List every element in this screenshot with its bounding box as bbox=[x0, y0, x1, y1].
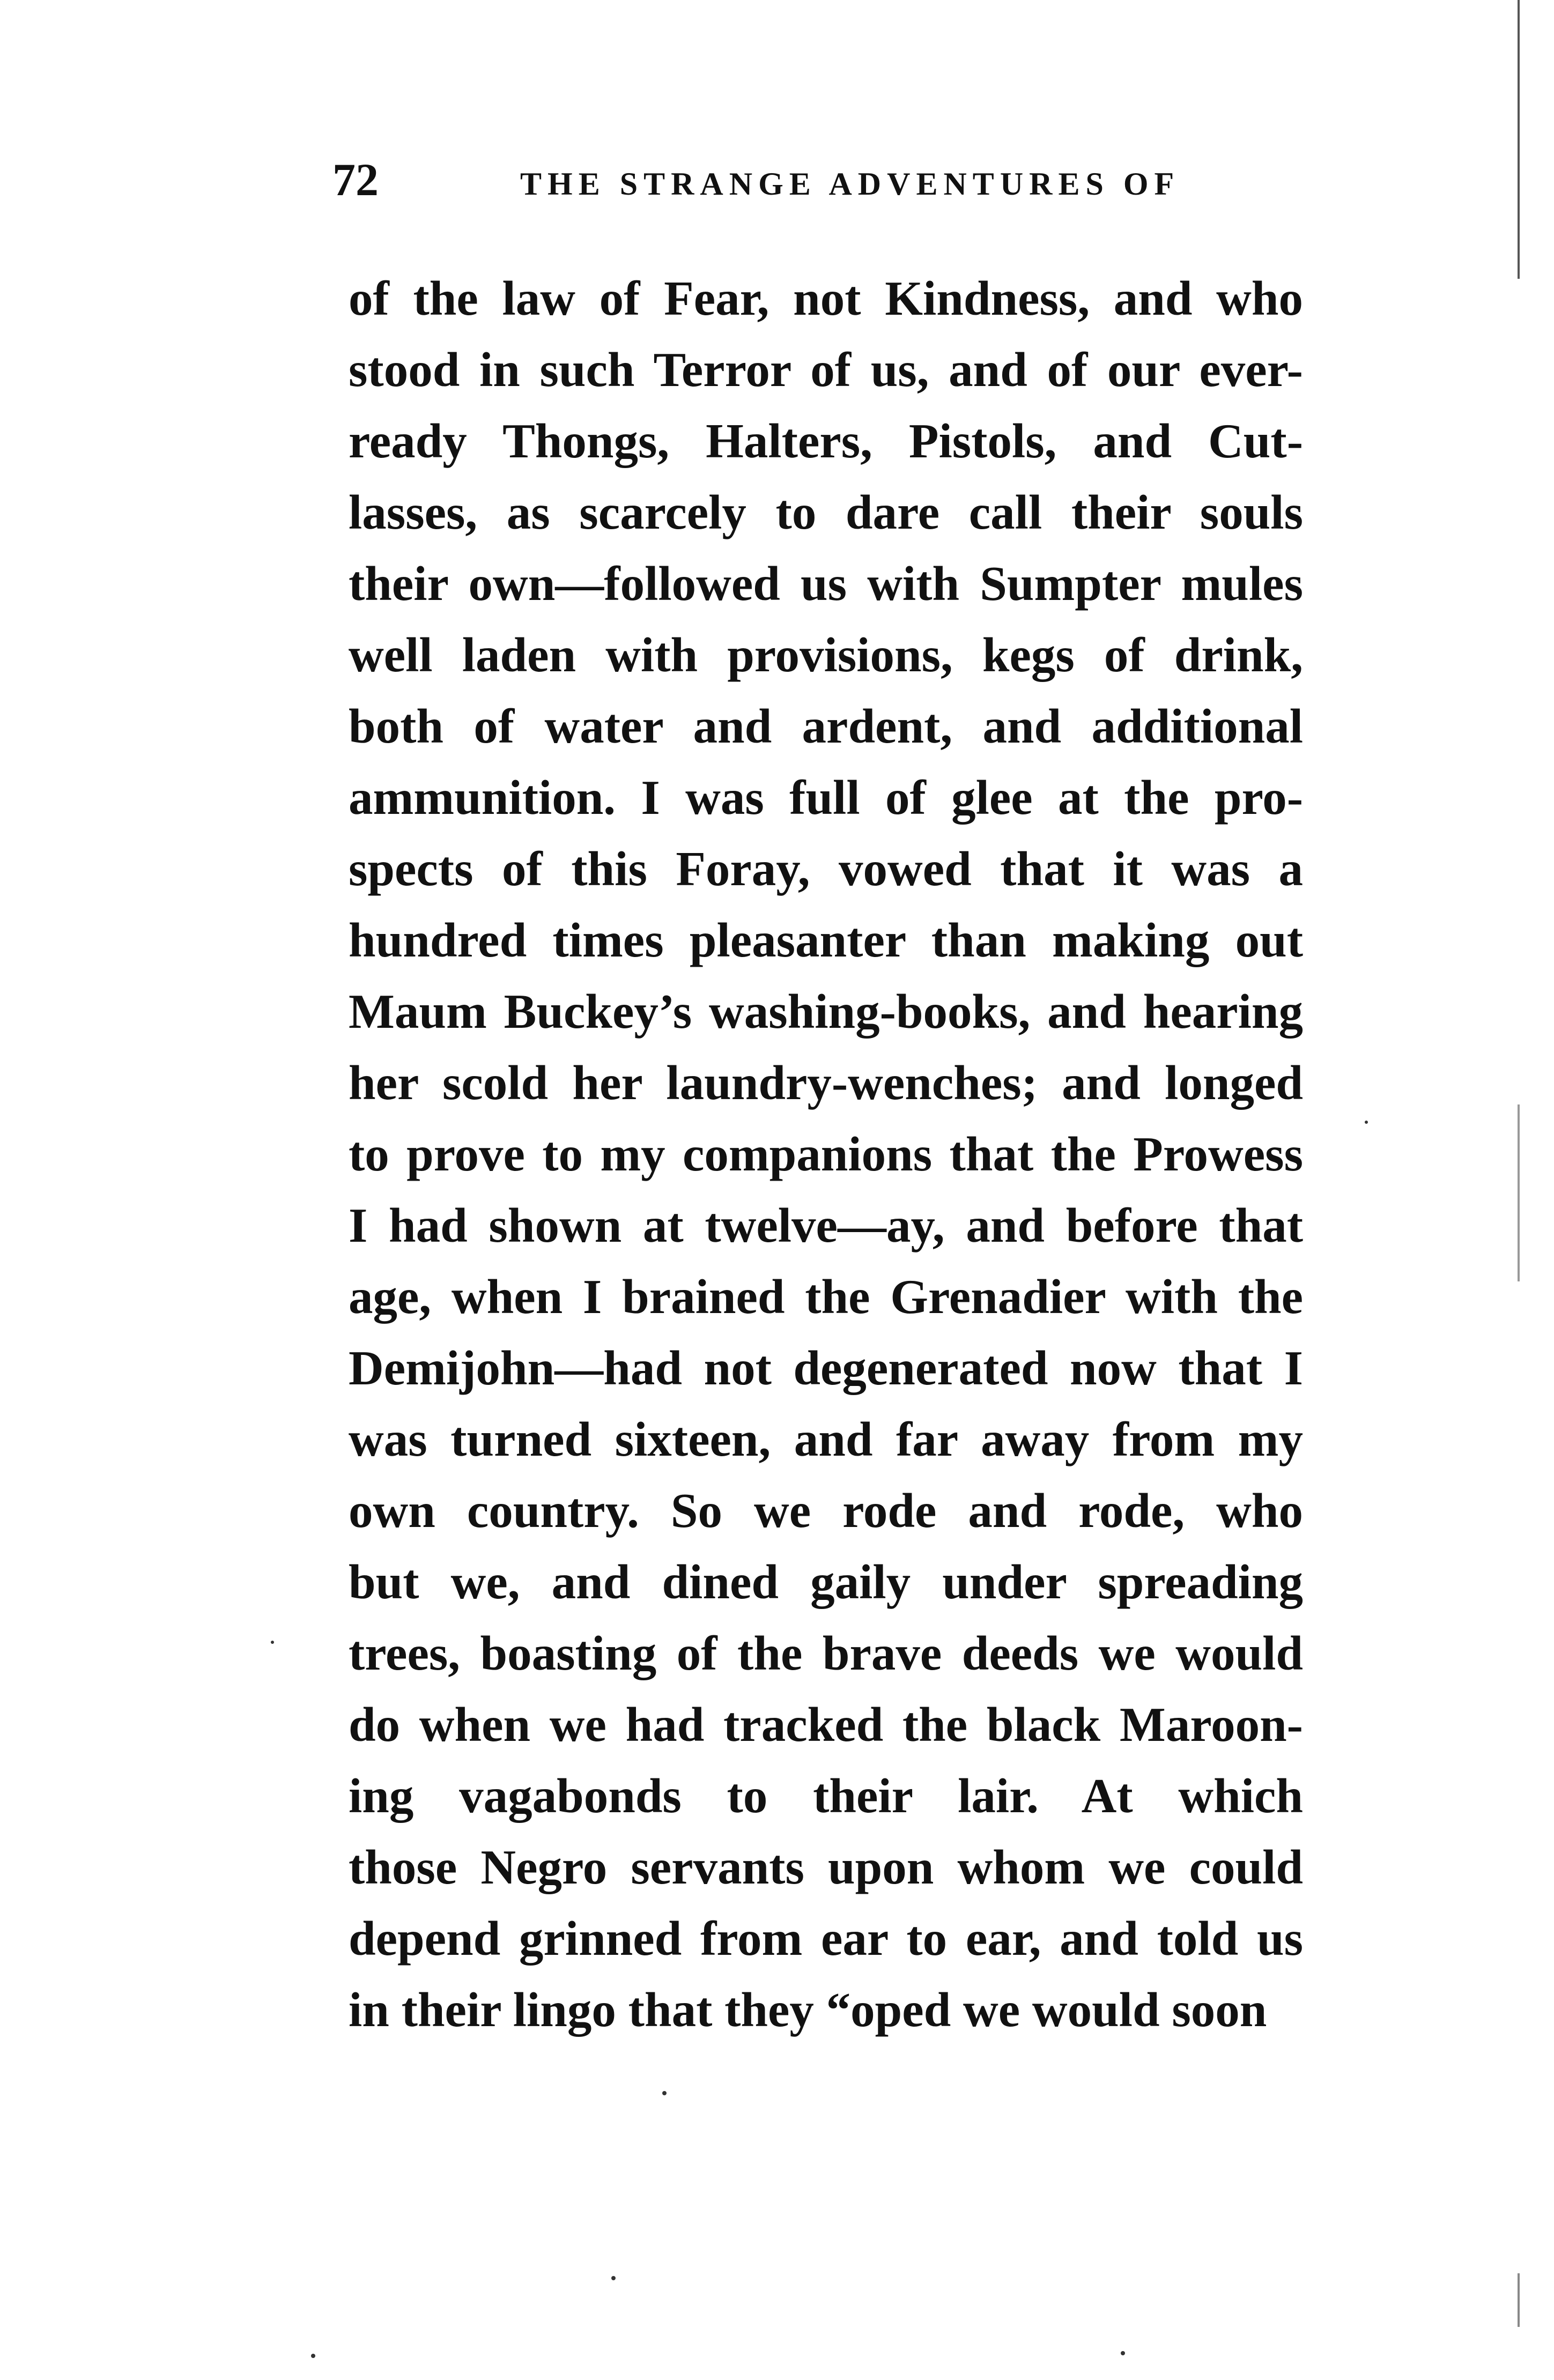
scan-speck bbox=[1365, 1121, 1368, 1124]
text-line: well laden with provisions, kegs of drink, bbox=[349, 628, 1303, 682]
text-line: to prove to my companions that the Prowess bbox=[349, 1127, 1303, 1181]
running-head: THE STRANGE ADVENTURES OF bbox=[520, 166, 1180, 202]
text-line: those Negro servants upon whom we could bbox=[349, 1840, 1303, 1894]
text-line: but we, and dined gaily under spreading bbox=[349, 1555, 1303, 1609]
text-line: Maum Buckey’s washing-books, and hearing bbox=[349, 984, 1303, 1039]
text-line: hundred times pleasanter than making out bbox=[349, 913, 1303, 967]
text-line: both of water and ardent, and additional bbox=[349, 699, 1303, 753]
text-line: own country. So we rode and rode, who bbox=[349, 1484, 1303, 1538]
gutter-rule bbox=[1518, 0, 1520, 279]
text-line: depend grinned from ear to ear, and told us bbox=[349, 1911, 1303, 1966]
text-line: ready Thongs, Halters, Pistols, and Cut- bbox=[349, 414, 1303, 468]
text-line: ammunition. I was full of glee at the pro- bbox=[349, 770, 1303, 825]
text-line: do when we had tracked the black Maroon- bbox=[349, 1697, 1303, 1752]
gutter-rule bbox=[1518, 1104, 1520, 1281]
text-line: ing vagabonds to their lair. At which bbox=[349, 1769, 1303, 1823]
text-line: Demijohn—had not degenerated now that I bbox=[349, 1341, 1303, 1395]
text-line: spects of this Foray, vowed that it was a bbox=[349, 842, 1303, 896]
text-line: in their lingo that they “oped we would soon bbox=[349, 1983, 1267, 2037]
scan-speck bbox=[611, 2276, 616, 2280]
scan-speck bbox=[662, 2091, 667, 2095]
text-line: her scold her laundry-wenches; and longed bbox=[349, 1056, 1303, 1110]
scan-speck bbox=[311, 2354, 315, 2358]
text-line: age, when I brained the Grenadier with the bbox=[349, 1270, 1303, 1324]
text-line: stood in such Terror of us, and of our ever- bbox=[349, 343, 1303, 397]
text-line: I had shown at twelve—ay, and before that bbox=[349, 1198, 1303, 1252]
scan-speck bbox=[271, 1641, 274, 1644]
text-line: of the law of Fear, not Kindness, and who bbox=[349, 271, 1303, 325]
text-line: trees, boasting of the brave deeds we would bbox=[349, 1626, 1303, 1680]
scan-speck bbox=[1121, 2351, 1125, 2355]
body-text bbox=[349, 263, 1303, 2045]
text-line: lasses, as scarcely to dare call their souls bbox=[349, 485, 1303, 539]
gutter-rule bbox=[1518, 2273, 1520, 2327]
page-number: 72 bbox=[332, 154, 379, 205]
page-header bbox=[332, 153, 1314, 217]
text-line: their own—followed us with Sumpter mules bbox=[349, 557, 1303, 611]
text-line: was turned sixteen, and far away from my bbox=[349, 1412, 1303, 1466]
